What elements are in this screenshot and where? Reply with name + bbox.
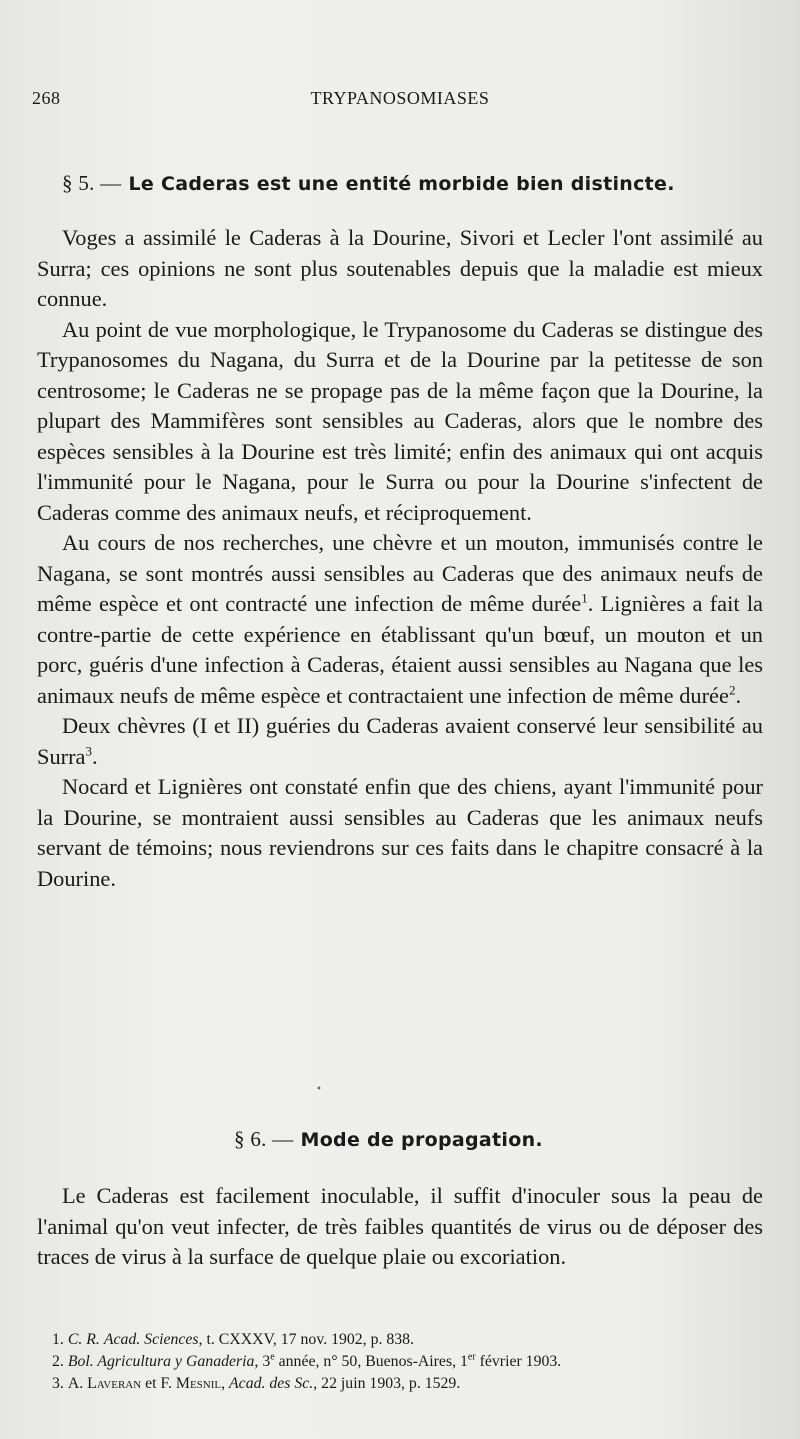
footnote-text: et F. — [141, 1375, 176, 1392]
section-5-body — [37, 223, 763, 894]
footnotes — [52, 1329, 767, 1395]
paragraph: Nocard et Lignières ont constaté enfin que des chiens, ayant l'immunité pour la Dourine, se montraient aussi sensibles au Caderas que les animaux neufs servant de témoins; nous reviendrons sur ces faits dans le chapitre consacré à la Dourine. — [37, 774, 763, 891]
footnote-author: Mesnil — [175, 1375, 222, 1392]
footnote-3 — [52, 1373, 767, 1395]
footnote-number: 3. — [52, 1375, 64, 1392]
footnote-author: A. Laveran — [67, 1375, 142, 1392]
paragraph-text: Au cours de nos recherches, une chèvre et un mouton, immunisés contre le Nagana, se sont montrés aussi sensibles au Caderas que des animaux neufs de même espèce et ont contracté une infection de même durée — [37, 530, 763, 616]
footnote-ref: 1 — [581, 590, 588, 606]
footnote-1 — [52, 1329, 767, 1351]
running-title: TRYPANOSOMIASES — [310, 88, 490, 108]
footnote-number: 1. — [52, 1331, 64, 1348]
paragraph: Au point de vue morphologique, le Trypanosome du Caderas se distingue des Trypanosomes du Nagana, du Surra et de la Dourine par la petitesse de son centrosome; le Caderas ne se propage pas de la même façon que la Dourine, la plupart des Mammifères sont sensibles au Caderas, alors que le nombre des espèces sensibles à la Dourine est très limité; enfin des animaux qui ont acquis l'immunité pour le Nagana, pour le Surra ou pour la Dourine s'infectent de Caderas comme des animaux neufs, et réciproquement. — [37, 316, 763, 525]
paragraph-text: . — [92, 743, 98, 769]
footnote-sup: er — [467, 1351, 476, 1363]
paragraph — [37, 528, 763, 711]
footnote-journal: Acad. des Sc. — [229, 1375, 314, 1392]
footnote-journal: Bol. Agricultura y Ganaderia — [67, 1353, 255, 1370]
paragraph: Voges a assimilé le Caderas à la Dourine, Sivori et Lecler l'ont assimilé au Surra; ces opinions ne sont plus soutenables depuis que la maladie est mieux connue. — [37, 225, 763, 311]
paragraph-text: Deux chèvres (I et II) guéries du Caderas avaient conservé leur sensibilité au Surra — [37, 713, 763, 769]
footnote-text: année, n° 50, Buenos-Aires, 1 — [274, 1353, 468, 1370]
page-header — [32, 88, 768, 114]
section-6-title: Mode de propagation. — [300, 1129, 543, 1151]
footnote-text: , — [221, 1375, 230, 1392]
section-6-body — [37, 1181, 763, 1273]
section-5-number: § 5. — — [62, 171, 122, 195]
footnote-text: , 3 — [254, 1353, 271, 1370]
footnote-ref: 3 — [85, 743, 92, 759]
footnote-sup: e — [270, 1351, 275, 1363]
paragraph: Le Caderas est facilement inoculable, il suffit d'inoculer sous la peau de l'animal qu'on veut infecter, de très faibles quantités de virus ou de déposer des traces de virus à la surface de quelque plaie ou excoriation. — [37, 1183, 763, 1269]
paragraph-text: . — [735, 682, 742, 708]
footnote-journal: Acad. Sciences — [103, 1331, 199, 1348]
footnote-text: février 1903. — [475, 1353, 562, 1370]
section-6-heading — [234, 1127, 654, 1152]
page-number: 268 — [32, 88, 61, 108]
footnote-ref: 2 — [728, 682, 736, 698]
footnote-text: , 22 juin 1903, p. 1529. — [313, 1375, 461, 1392]
footnote-2 — [52, 1351, 767, 1373]
paragraph — [37, 711, 763, 772]
paragraph-text: . Lignières a fait la contre-partie de cette expérience en établissant qu'un bœuf, un mouton et un porc, guéris d'une infection à Caderas, étaient aussi sensibles au Nagana que les animaux neufs de même espèce et contractaient une infection de même durée — [37, 591, 763, 708]
section-separator: • — [316, 1084, 322, 1095]
section-5-heading — [62, 171, 762, 196]
footnote-number: 2. — [52, 1353, 64, 1370]
footnote-text: , t. CXXXV, 17 nov. 1902, p. 838. — [198, 1331, 415, 1348]
footnote-author: C. R. — [67, 1331, 100, 1348]
section-5-title: Le Caderas est une entité morbide bien distincte. — [128, 173, 675, 195]
section-6-number: § 6. — — [234, 1127, 294, 1151]
